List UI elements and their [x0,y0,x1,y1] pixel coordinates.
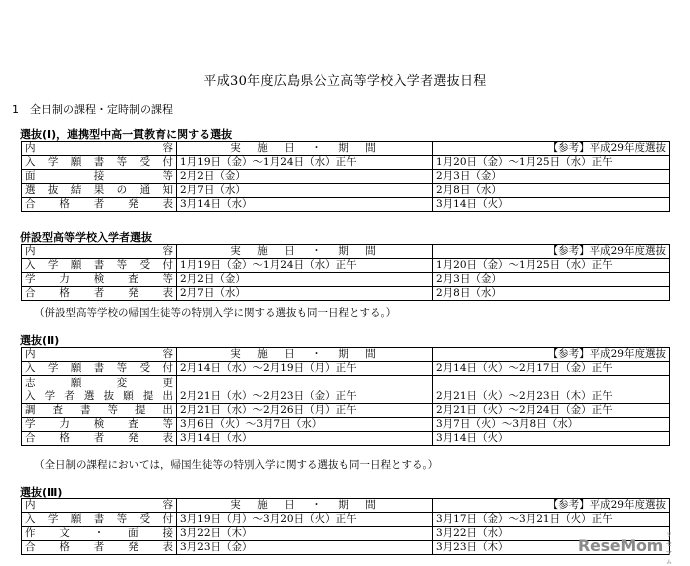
row-item: 作文・面接 [22,527,177,541]
row-item: 面接等 [22,170,177,184]
row-ref: 3月22日（水） [433,527,670,541]
row-ref: 3月7日（火）～3月8日（水） [433,418,670,432]
table-row [22,287,670,301]
table-row [22,432,670,446]
header-schedule: 実 施 日 ・ 期 間 [177,142,433,156]
row-item: 学力検査等 [22,273,177,287]
row-date: 3月6日（火）～3月7日（水） [177,418,433,432]
header-reference: 【参考】平成29年度選抜 [433,348,670,362]
logo-brand: ReseMom [578,536,664,555]
table-row [22,198,670,212]
row-date: 3月19日（月）～3月20日（火）正午 [177,513,433,527]
section-label-1: 選抜(Ⅰ)，連携型中高一貫教育に関する選抜 [20,128,233,141]
row-item: 調査書等提出 [22,404,177,418]
table-row [22,259,670,273]
row-ref: 2月21日（火）～2月24日（金）正午 [433,404,670,418]
header-schedule: 実 施 日 ・ 期 間 [177,245,433,259]
resemom-logo [578,532,672,566]
table-row [22,541,670,555]
header-schedule: 実 施 日 ・ 期 間 [177,348,433,362]
table-header-row [22,245,670,259]
row-date: 3月14日（水） [177,198,433,212]
row-item: 選抜結果の通知 [22,184,177,198]
row-item: 合格者発表 [22,287,177,301]
header-item: 内 容 [22,142,177,156]
header-reference: 【参考】平成29年度選抜 [433,142,670,156]
row-ref: 3月14日（火） [433,198,670,212]
row-item: 入学願書等受付 [22,513,177,527]
table-row [22,404,670,418]
row-date: 3月14日（水） [177,432,433,446]
row-ref: 1月20日（金）～1月25日（水）正午 [433,259,670,273]
table-header-row [22,499,670,513]
schedule-table-1 [21,141,670,212]
row-date: 2月21日（水）～2月26日（月）正午 [177,404,433,418]
row-date: 2月2日（金） [177,273,433,287]
table-row [22,170,670,184]
row-date: 2月21日（水）～2月23日（金）正午 [177,376,433,404]
section-note-3: （全日制の課程においては，帰国生徒等の特別入学に関する選抜も同一日程とする。） [34,459,439,471]
table-header-row [22,348,670,362]
section-label-3: 選抜(Ⅱ) [20,334,60,347]
row-item-secondary: 入学者選抜願提出 [25,389,173,402]
header-reference: 【参考】平成29年度選抜 [433,499,670,513]
row-ref: 3月17日（金）～3月21日（火）正午 [433,513,670,527]
row-date: 1月19日（金）～1月24日（水）正午 [177,156,433,170]
schedule-table-4 [21,498,670,555]
row-item: 志願変更 [25,376,173,389]
row-date: 3月22日（木） [177,527,433,541]
table-row [22,184,670,198]
section-label-2: 併設型高等学校入学者選抜 [20,231,152,244]
row-date: 2月7日（水） [177,184,433,198]
table-header-row [22,142,670,156]
row-ref: 1月20日（金）～1月25日（水）正午 [433,156,670,170]
table-row [22,527,670,541]
section-heading: 1 全日制の課程・定時制の課程 [12,103,173,116]
table-row [22,418,670,432]
row-ref: 2月14日（火）～2月17日（金）正午 [433,362,670,376]
table-row [22,273,670,287]
table-row [22,156,670,170]
page-title: 平成30年度広島県公立高等学校入学者選抜日程 [203,74,487,89]
row-ref: 3月23日（木） [433,541,670,555]
row-ref: 3月14日（火） [433,432,670,446]
row-item: 合格者発表 [22,432,177,446]
header-reference: 【参考】平成29年度選抜 [433,245,670,259]
schedule-table-2 [21,244,670,301]
row-ref: 2月8日（水） [433,287,670,301]
row-date: 2月7日（水） [177,287,433,301]
row-ref: 2月3日（金） [433,170,670,184]
table-row [22,362,670,376]
logo-sub: リセマム [666,532,672,566]
row-item: 入学願書等受付 [22,156,177,170]
row-date: 2月2日（金） [177,170,433,184]
row-date: 1月19日（金）～1月24日（水）正午 [177,259,433,273]
section-label-4: 選抜(Ⅲ) [20,486,63,499]
table-row [22,376,670,404]
row-ref: 2月8日（水） [433,184,670,198]
header-item: 内 容 [22,348,177,362]
row-ref: 2月3日（金） [433,273,670,287]
table-row [22,513,670,527]
row-date: 3月23日（金） [177,541,433,555]
row-item: 合格者発表 [22,541,177,555]
header-item: 内 容 [22,499,177,513]
header-schedule: 実 施 日 ・ 期 間 [177,499,433,513]
row-item: 合格者発表 [22,198,177,212]
row-item-double [22,376,177,404]
row-item: 学力検査等 [22,418,177,432]
row-item: 入学願書等受付 [22,259,177,273]
row-date: 2月14日（水）～2月19日（月）正午 [177,362,433,376]
header-item: 内 容 [22,245,177,259]
row-ref: 2月21日（火）～2月23日（木）正午 [433,376,670,404]
row-item: 入学願書等受付 [22,362,177,376]
section-note-2: （併設型高等学校の帰国生徒等の特別入学に関する選抜も同一日程とする。） [34,307,397,319]
schedule-table-3 [21,347,670,446]
